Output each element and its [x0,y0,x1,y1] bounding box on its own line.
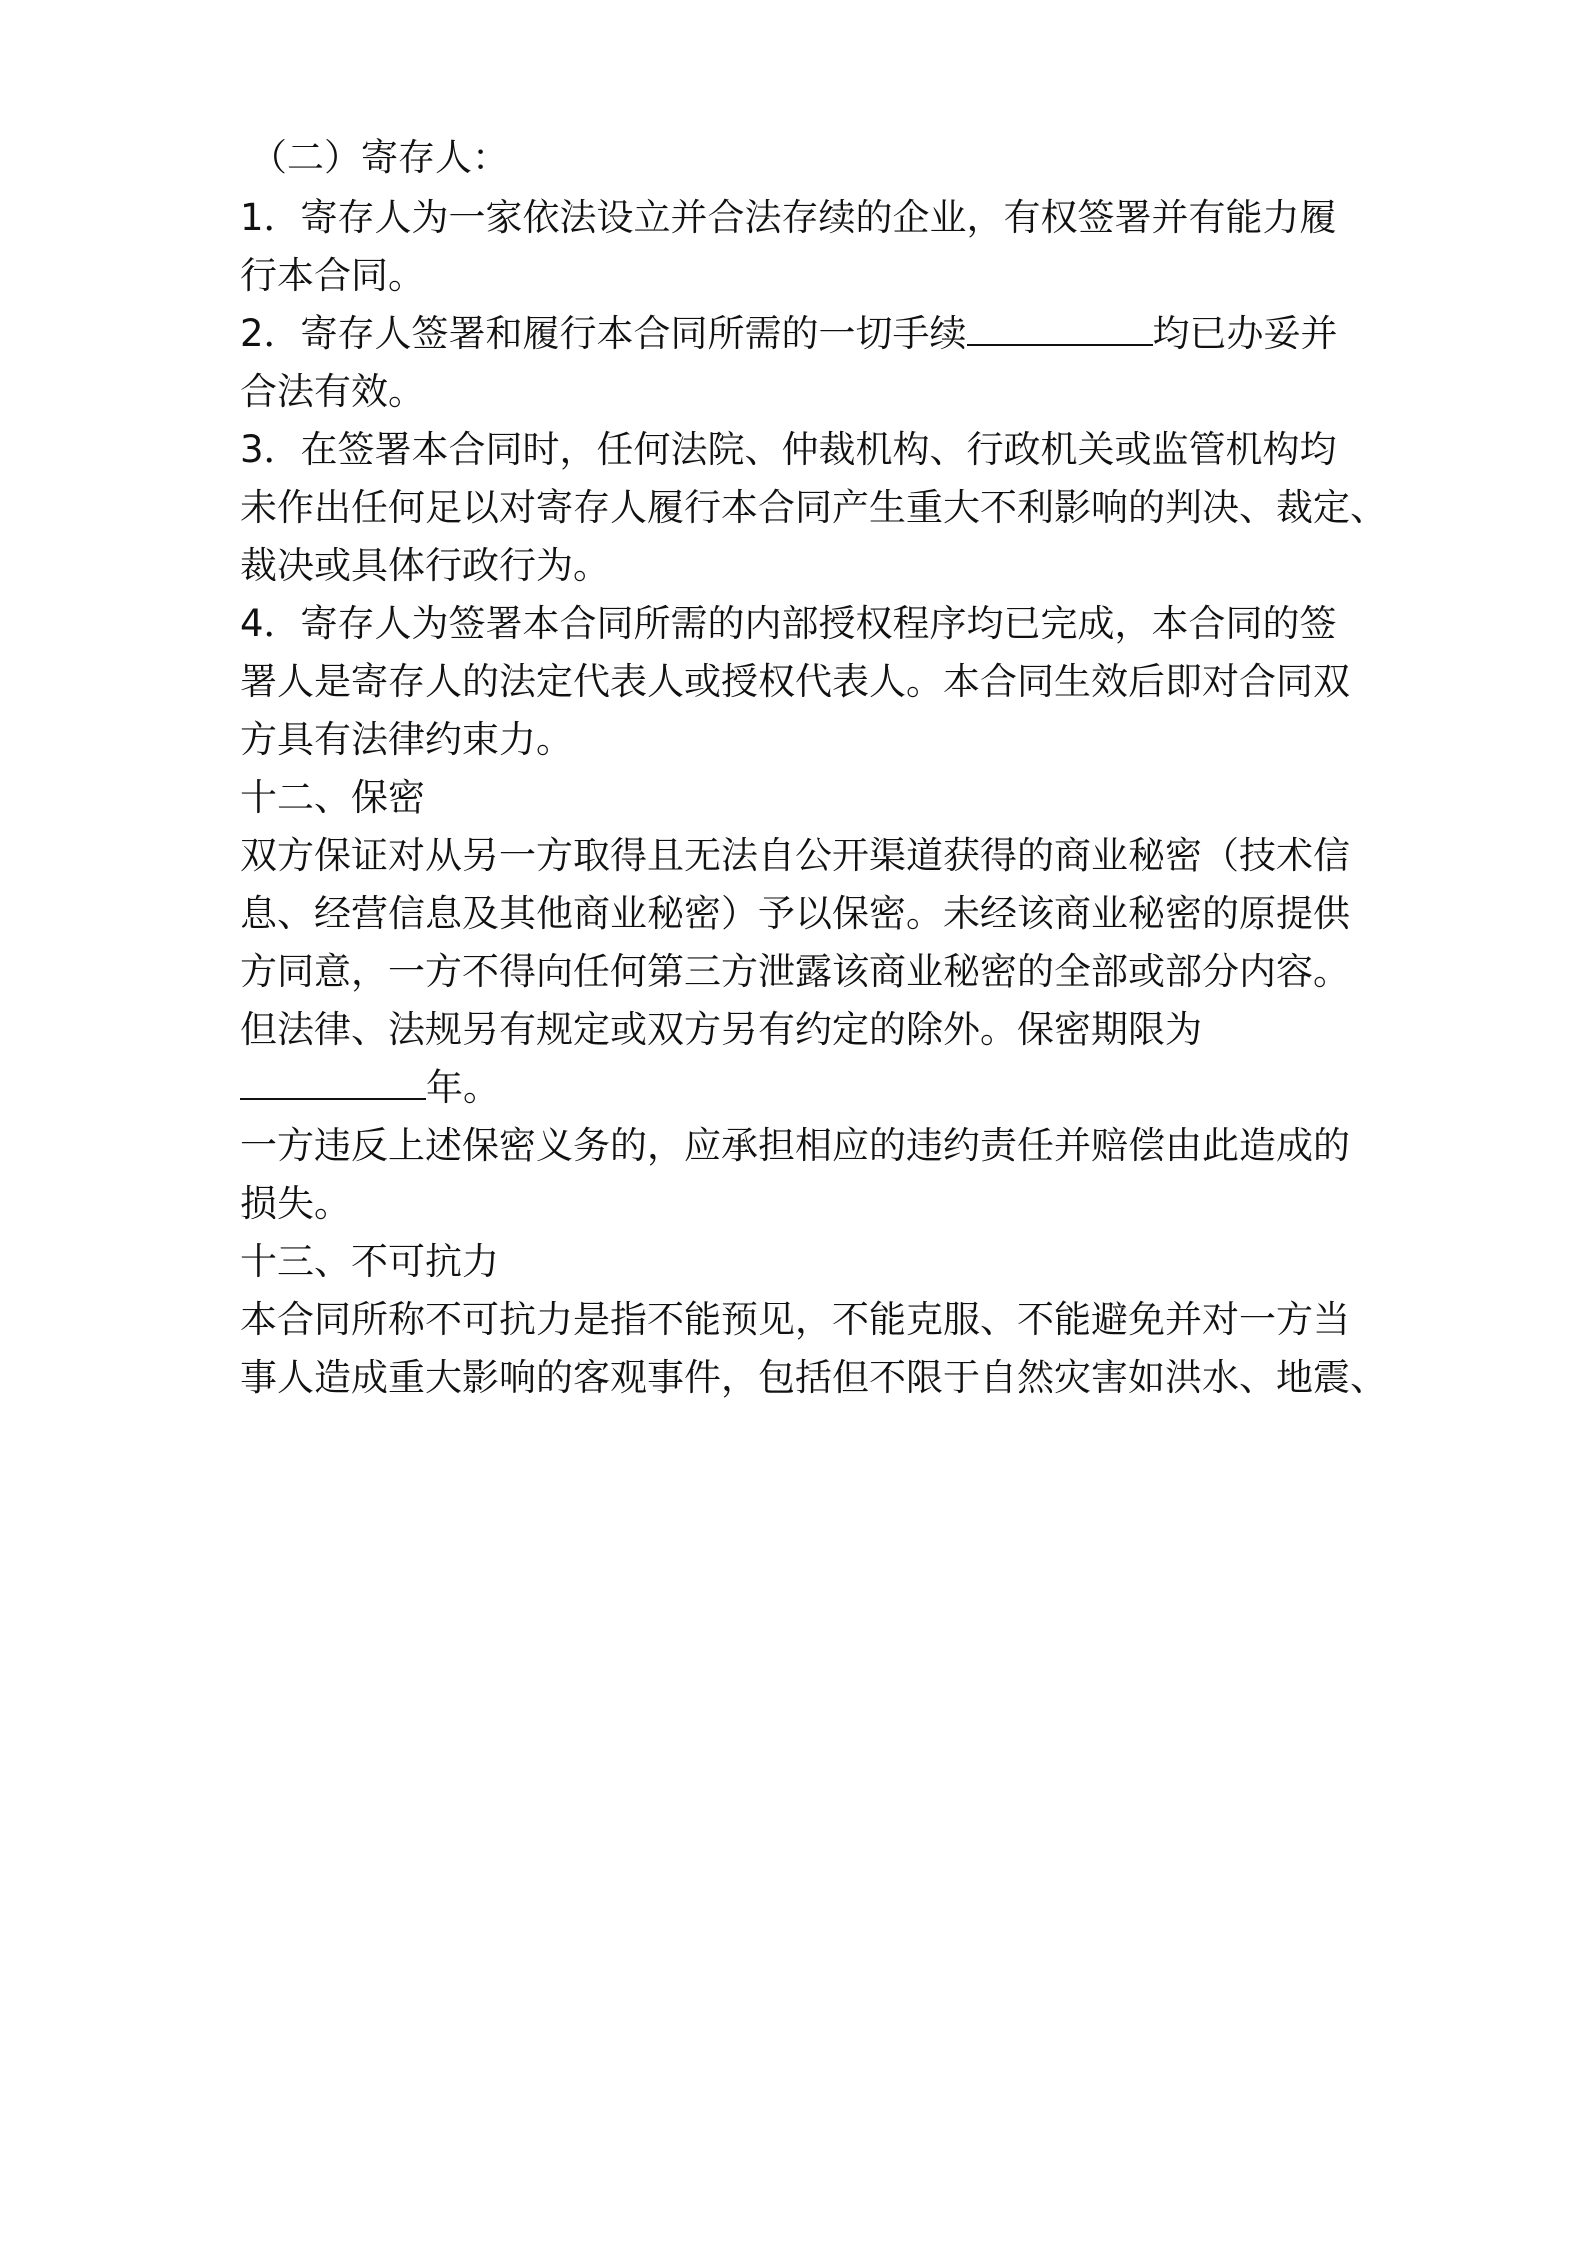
clause-2-line-2: 合法有效。 [240,370,425,413]
clause-4-line-1: 4．寄存人为签署本合同所需的内部授权程序均已完成，本合同的签 [240,602,1337,645]
clause-1-line-1: 1．寄存人为一家依法设立并合法存续的企业，有权签署并有能力履 [240,196,1337,239]
confidentiality-line-4: 但法律、法规另有规定或双方另有约定的除外。保密期限为 [240,1008,1202,1051]
clause-4-line-3: 方具有法律约束力。 [240,718,573,761]
confidentiality-line-2: 息、经营信息及其他商业秘密）予以保密。未经该商业秘密的原提供 [240,892,1350,935]
confidentiality-line-5 [240,1063,500,1113]
breach-line-1: 一方违反上述保密义务的，应承担相应的违约责任并赔偿由此造成的 [240,1124,1350,1167]
clause-1-line-2: 行本合同。 [240,254,425,297]
clause-2-text-after-blank: 均已办妥并 [1152,312,1338,355]
fill-in-blank-procedures[interactable] [967,310,1153,346]
force-majeure-line-2: 事人造成重大影响的客观事件，包括但不限于自然灾害如洪水、地震、 [240,1356,1387,1399]
force-majeure-line-1: 本合同所称不可抗力是指不能预见，不能克服、不能避免并对一方当 [240,1298,1350,1341]
clause-2-text-before-blank: 2．寄存人签署和履行本合同所需的一切手续 [240,312,967,355]
breach-line-2: 损失。 [240,1182,351,1225]
section-heading-force-majeure: 十三、不可抗力 [240,1240,499,1283]
confidentiality-period-unit: 年。 [426,1066,500,1109]
subsection-heading-depositor: （二）寄存人： [250,136,509,179]
clause-4-line-2: 署人是寄存人的法定代表人或授权代表人。本合同生效后即对合同双 [240,660,1350,703]
fill-in-blank-confidentiality-period[interactable] [240,1064,426,1100]
clause-3-line-1: 3．在签署本合同时，任何法院、仲裁机构、行政机关或监管机构均 [240,428,1337,471]
confidentiality-line-1: 双方保证对从另一方取得且无法自公开渠道获得的商业秘密（技术信 [240,834,1350,877]
section-heading-confidentiality: 十二、保密 [240,776,425,819]
confidentiality-line-3: 方同意，一方不得向任何第三方泄露该商业秘密的全部或部分内容。 [240,950,1350,993]
clause-3-line-3: 裁决或具体行政行为。 [240,544,610,587]
clause-3-line-2: 未作出任何足以对寄存人履行本合同产生重大不利影响的判决、裁定、 [240,486,1387,529]
clause-2-line-1 [240,309,1338,359]
